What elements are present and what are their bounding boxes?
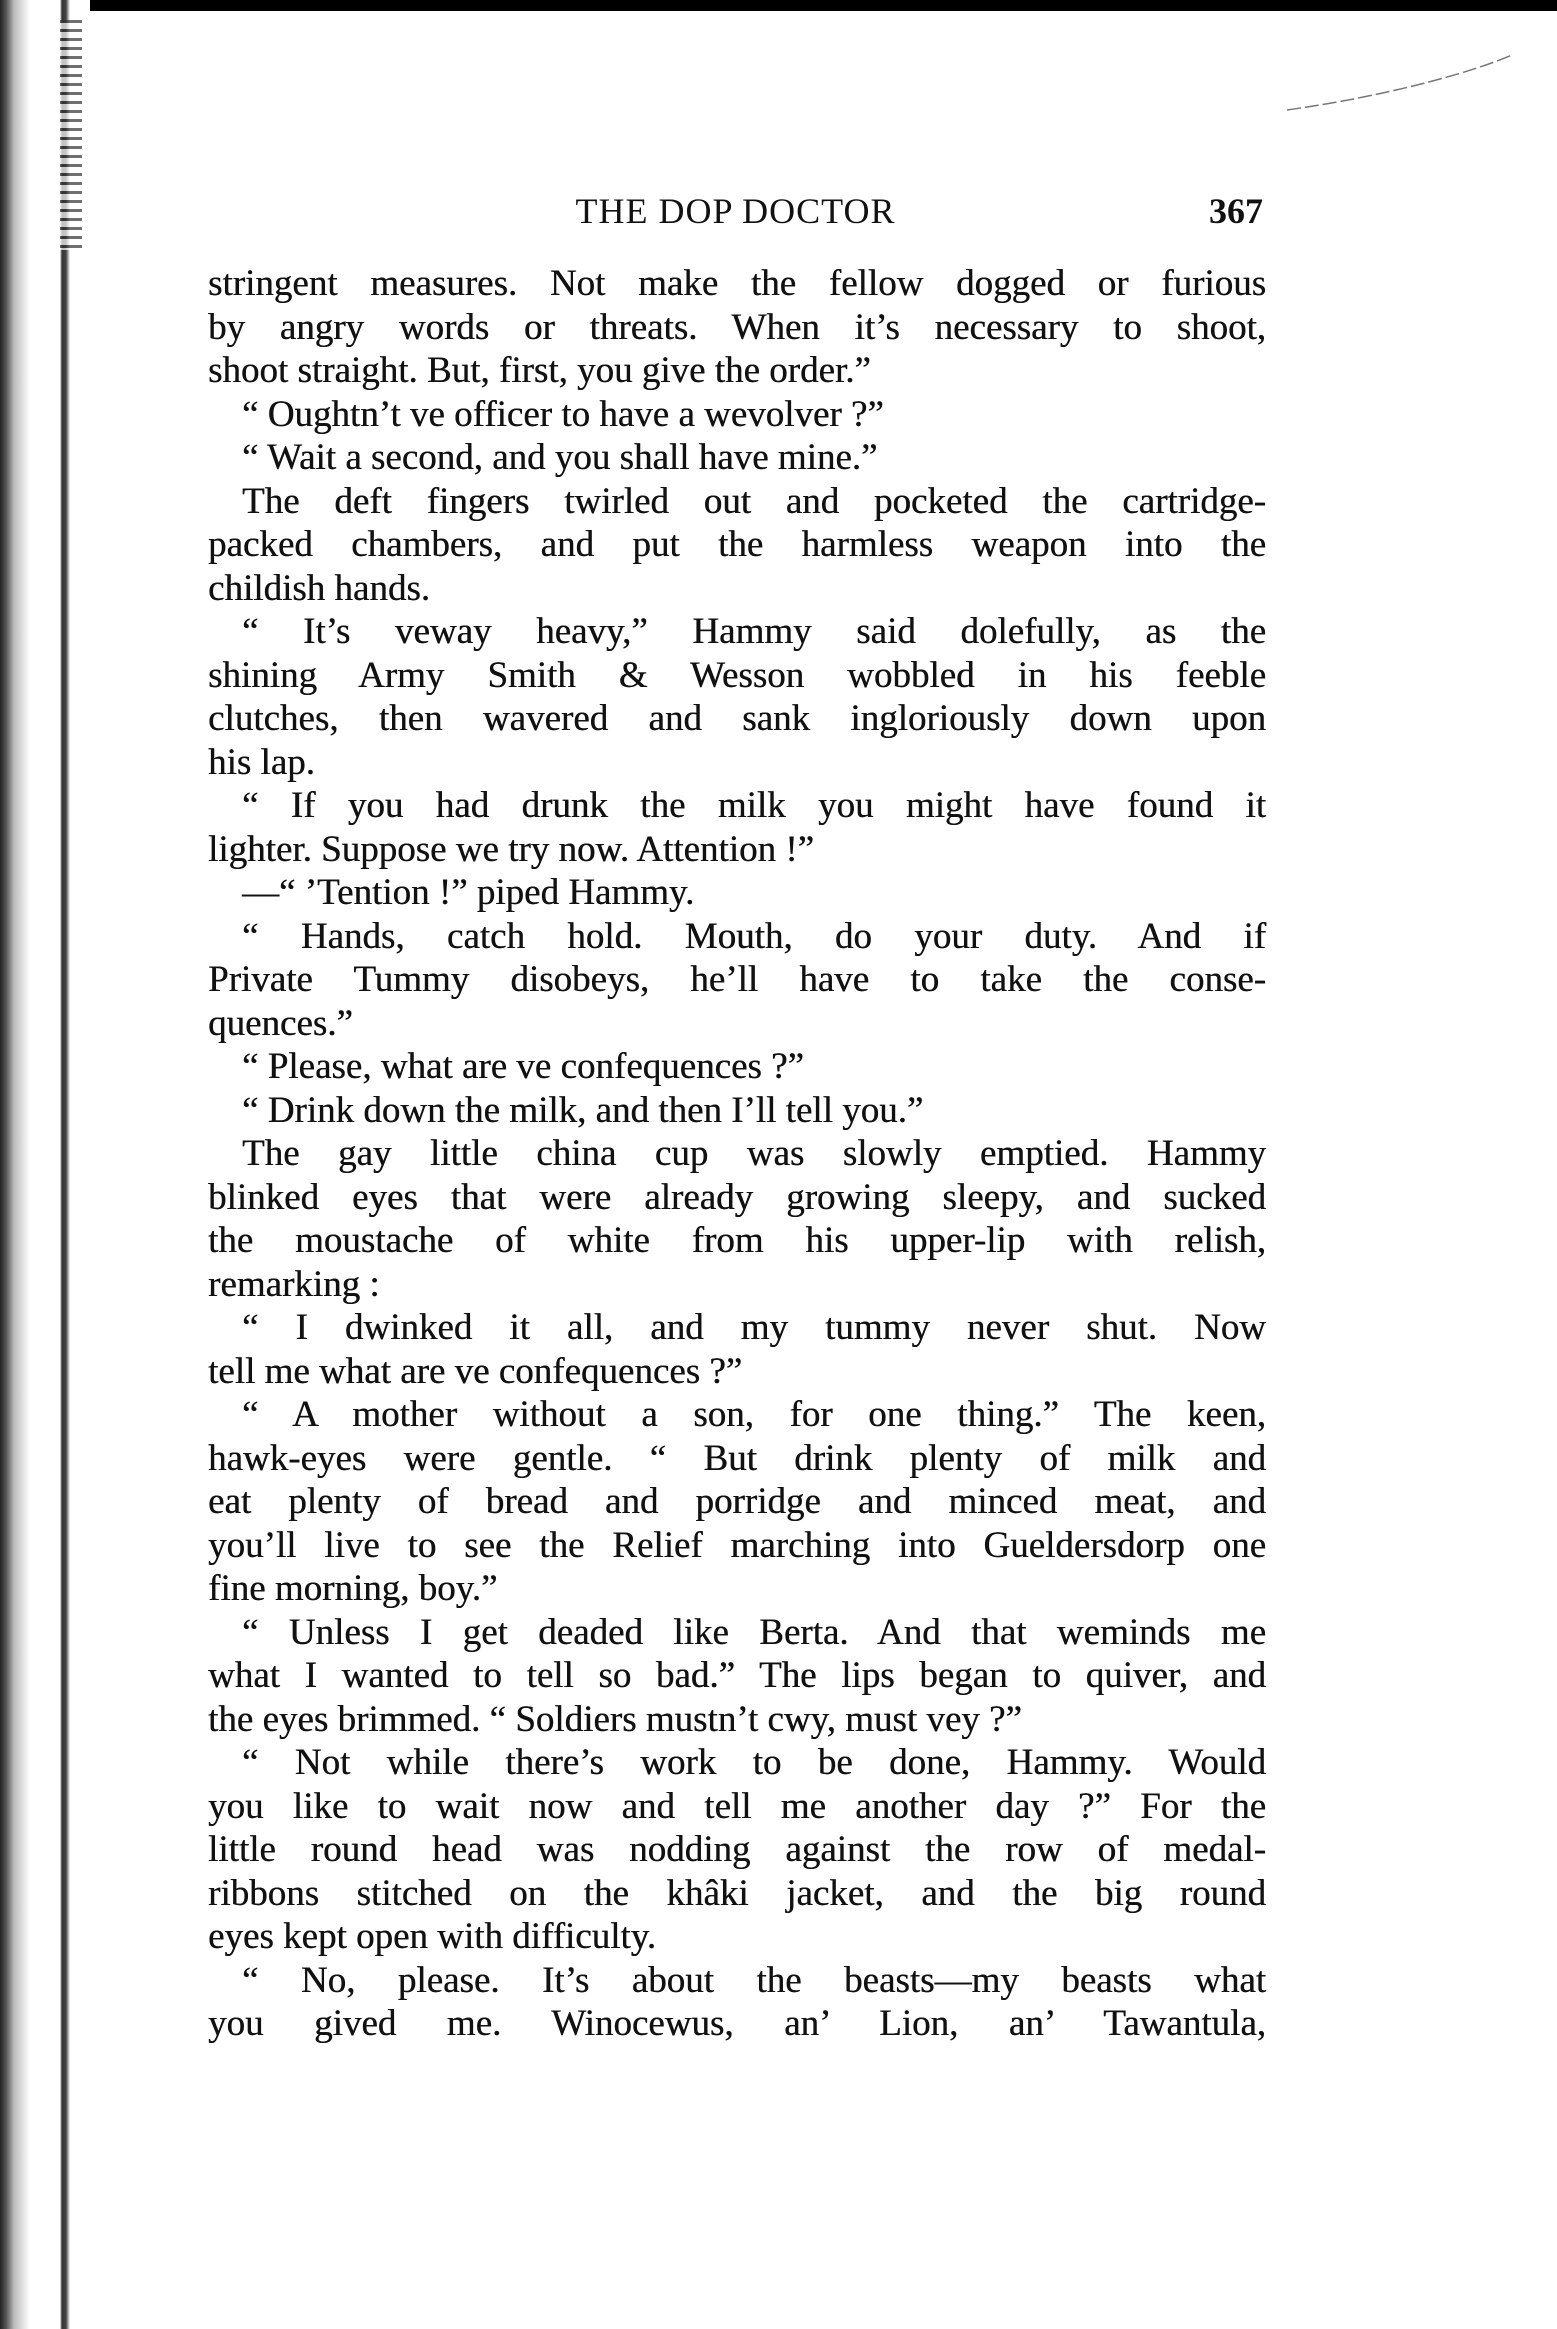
text-line: shining Army Smith & Wesson wobbled in his feeble — [208, 654, 1266, 696]
text-line: childish hands. — [208, 567, 430, 609]
page-number: 367 — [1209, 191, 1263, 231]
text-line: you gived me. Winocewus, an’ Lion, an’ Tawantula, — [208, 2003, 1266, 2044]
text-line: ribbons stitched on the khâki jacket, and the big round — [208, 1872, 1266, 1914]
text-line: “ I dwinked it all, and my tummy never shut. Now — [242, 1307, 1266, 1348]
text-line: fine morning, boy.” — [208, 1568, 498, 1609]
text-line: his lap. — [208, 741, 315, 783]
text-line: little round head was nodding against the row of medal- — [208, 1829, 1266, 1870]
text-line: clutches, then wavered and sank ingloriously down upon — [208, 698, 1266, 739]
text-line: “ Please, what are ve confequences ?” — [242, 1046, 804, 1087]
text-line: remarking : — [208, 1263, 380, 1305]
text-line: The deft fingers twirled out and pocketed the cartridge- — [242, 480, 1266, 522]
text-line: lighter. Suppose we try now. Attention !” — [208, 828, 814, 870]
text-line: shoot straight. But, first, you give the order.” — [208, 350, 871, 391]
text-line: stringent measures. Not make the fellow dogged or furious — [208, 263, 1266, 304]
text-line: tell me what are ve confequences ?” — [208, 1350, 743, 1392]
scan-binding-edge — [0, 0, 90, 2329]
text-line: “ Wait a second, and you shall have mine.” — [242, 437, 878, 478]
scan-edge-marks — [60, 20, 82, 250]
text-line: packed chambers, and put the harmless weapon into the — [208, 524, 1266, 565]
text-line: eat plenty of bread and porridge and minced meat, and — [208, 1481, 1266, 1522]
text-line: eyes kept open with difficulty. — [208, 1916, 657, 1957]
text-line: “ Oughtn’t ve officer to have a wevolver ?” — [242, 393, 884, 435]
text-line: by angry words or threats. When it’s necessary to shoot, — [208, 306, 1266, 348]
page-body-text — [208, 262, 1266, 2046]
text-line: “ Unless I get deaded like Berta. And that weminds me — [242, 1611, 1266, 1653]
text-line: you’ll live to see the Relief marching into Gueldersdorp one — [208, 1524, 1266, 1566]
text-line: “ Not while there’s work to be done, Hammy. Would — [242, 1742, 1266, 1783]
text-line: “ Drink down the milk, and then I’ll tell you.” — [242, 1089, 924, 1131]
text-line: quences.” — [208, 1002, 353, 1044]
text-line: “ It’s veway heavy,” Hammy said dolefully, as the — [242, 611, 1266, 652]
running-title: THE DOP DOCTOR — [575, 191, 896, 231]
text-line: “ No, please. It’s about the beasts—my beasts what — [242, 1959, 1266, 2001]
text-line: “ If you had drunk the milk you might have found it — [242, 785, 1266, 826]
scan-top-border — [0, 0, 1557, 11]
text-line: hawk-eyes were gentle. “ But drink plenty of milk and — [208, 1437, 1266, 1479]
text-line: Private Tummy disobeys, he’ll have to take the conse- — [208, 959, 1266, 1000]
text-line: you like to wait now and tell me another day ?” For the — [208, 1785, 1266, 1827]
text-line: the eyes brimmed. “ Soldiers mustn’t cwy, must vey ?” — [208, 1698, 1022, 1740]
text-line: “ A mother without a son, for one thing.” The keen, — [242, 1394, 1266, 1435]
page-header — [208, 190, 1263, 240]
text-line: the moustache of white from his upper-lip with relish, — [208, 1220, 1266, 1261]
text-line: what I wanted to tell so bad.” The lips began to quiver, and — [208, 1655, 1266, 1696]
text-line: The gay little china cup was slowly emptied. Hammy — [242, 1133, 1266, 1174]
text-line: blinked eyes that were already growing sleepy, and sucked — [208, 1176, 1266, 1218]
text-line: —“ ’Tention !” piped Hammy. — [242, 872, 695, 913]
text-line: “ Hands, catch hold. Mouth, do your duty. And if — [242, 915, 1266, 957]
pencil-mark — [1277, 50, 1517, 120]
